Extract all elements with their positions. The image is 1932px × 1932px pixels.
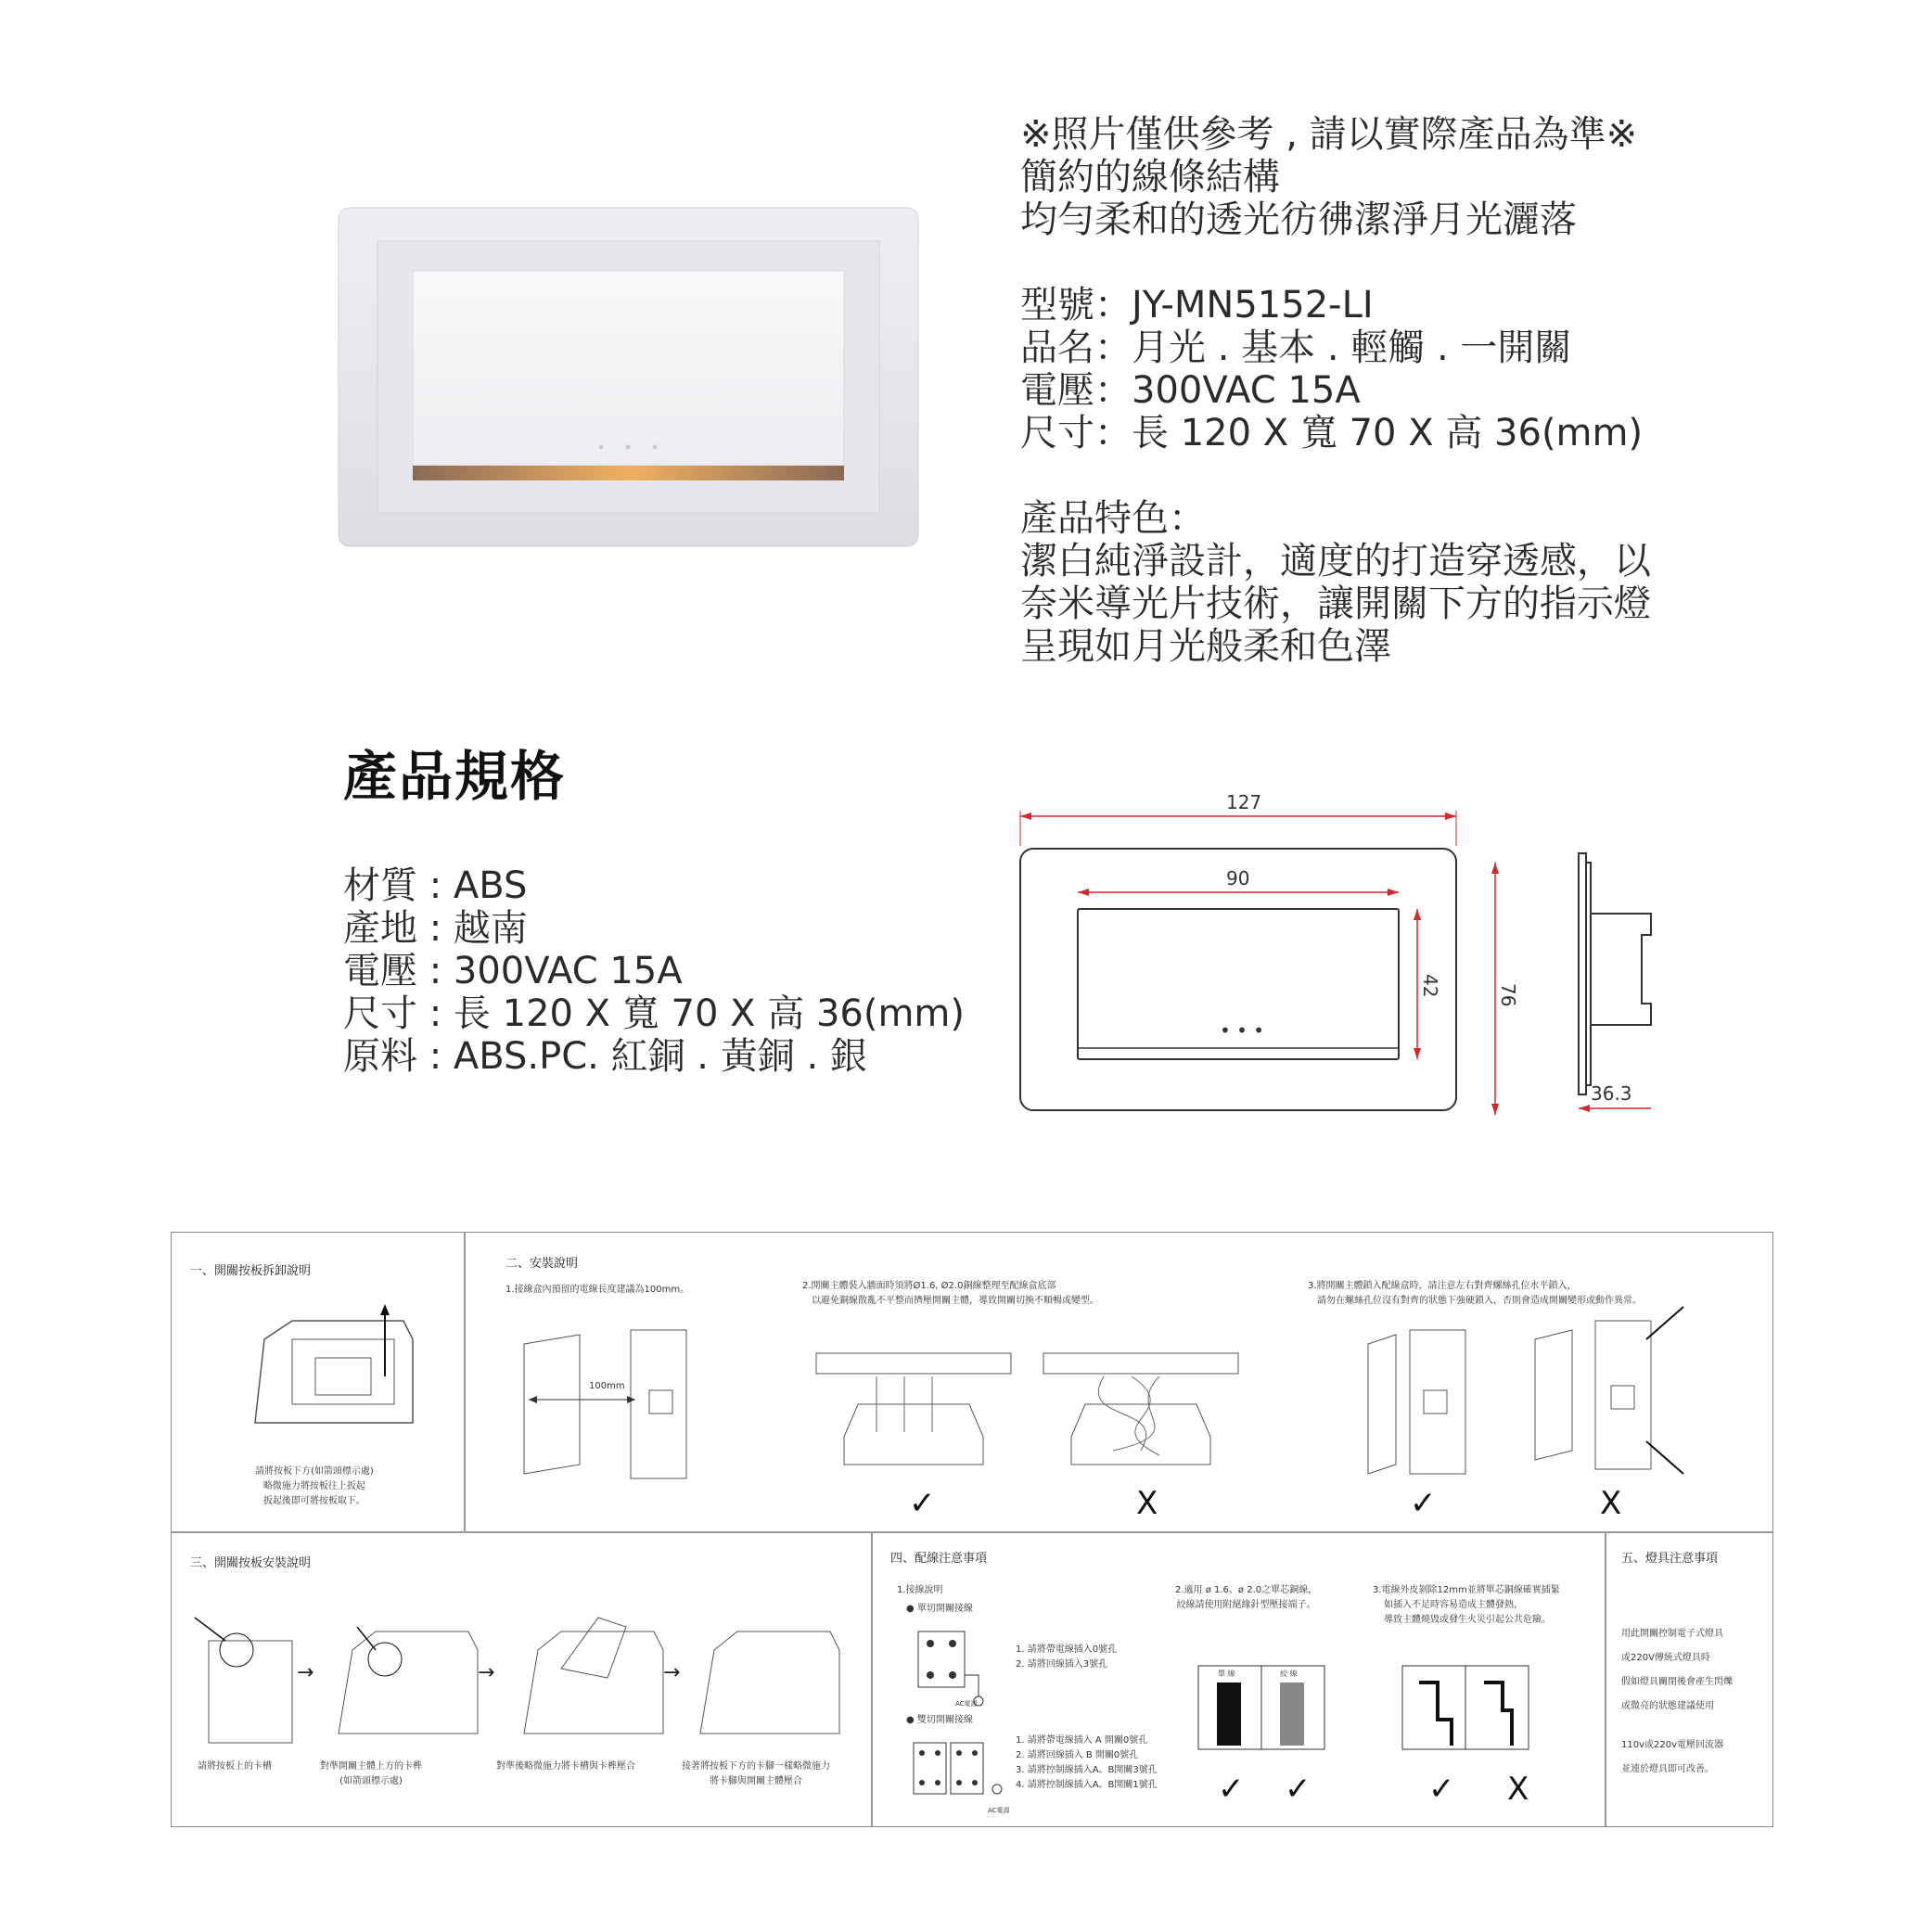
caption-line: 對準開關主體上方的卡榫 (320, 1761, 422, 1772)
cross-mark: X (1136, 1485, 1158, 1522)
cross-mark: X (1507, 1771, 1529, 1808)
spec-size: 尺寸 : 長 120 X 寬 70 X 高 36(mm) (343, 992, 965, 1035)
s2-line: 以避免銅線散亂不平整而擠壓開關主體，導致開關切換不順暢或變型。 (812, 1296, 1099, 1306)
wire-length-illustration (515, 1325, 700, 1483)
note-line: 並連於燈具即可改善。 (1621, 1764, 1714, 1774)
wiring-subtitle: 1.接線說明 (897, 1585, 943, 1595)
step-caption (320, 1759, 422, 1789)
s2-line: 3.將開關主體鎖入配線盒時，請注意左右對齊螺絲孔位水平鎖入， (1308, 1281, 1577, 1291)
note-line: 絞線請使用附絕緣針型壓接端子。 (1176, 1600, 1316, 1610)
dim-width-inner: 90 (1226, 867, 1250, 889)
s1-line: 略微施力將按板往上扳起 (262, 1481, 365, 1491)
note-line: 如插入不足時容易造成主體發熱， (1384, 1600, 1523, 1610)
single-wire-label: 單 線 (1218, 1670, 1235, 1678)
wire-type-note (1175, 1583, 1317, 1613)
install-step1: 1.接線盒內預留的電線長度建議為100mm。 (505, 1285, 690, 1295)
ac-label: AC電源 (955, 1700, 978, 1708)
caption-line: (如箭頭標示處) (339, 1776, 403, 1786)
spec-origin: 產地 : 越南 (343, 907, 528, 950)
instr-line: 3. 請將控制線插入A、B開關3號孔 (1016, 1765, 1158, 1775)
section5-title: 五、燈具注意事項 (1621, 1552, 1719, 1566)
twist-wire-label: 絞 線 (1280, 1670, 1298, 1678)
desc-line: 均勻柔和的透光彷彿潔淨月光灑落 (1020, 198, 1577, 241)
desc-line: 簡約的線條結構 (1020, 156, 1280, 198)
step-caption (682, 1759, 830, 1789)
spec-raw: 原料 : ABS.PC. 紅銅 . 黃銅 . 銀 (343, 1035, 867, 1078)
instr-line: 2. 請將回線插入3號孔 (1016, 1659, 1108, 1670)
caption-line: 接著將按板下方的卡腳一樣略微施力 (682, 1761, 830, 1772)
cross-mark: X (1600, 1485, 1622, 1522)
check-mark: ✓ (909, 1485, 936, 1522)
section1-text (255, 1465, 374, 1509)
ac-label: AC電源 (988, 1807, 1010, 1814)
dim-height-outer: 76 (1497, 983, 1519, 1007)
step-caption: 請將按板上的卡槽 (198, 1761, 272, 1772)
note-line: 2.適用 ø 1.6、ø 2.0之單芯銅線， (1175, 1585, 1318, 1595)
section2-title: 二、安裝說明 (505, 1257, 579, 1271)
arrow-icon: → (663, 1661, 681, 1684)
s1-line: 扳起後即可將按板取下。 (262, 1496, 365, 1506)
model-number: 型號：JY-MN5152-LI (1020, 284, 1374, 326)
dim-width-outer: 127 (1226, 791, 1262, 813)
note-line: 110v或220v電壓回流器 (1621, 1740, 1724, 1750)
wire-length-label: 100mm (589, 1381, 625, 1391)
spec-voltage: 電壓 : 300VAC 15A (343, 950, 683, 992)
indicator-dots: • • • (1220, 1019, 1265, 1042)
dimensions: 尺寸：長 120 X 寬 70 X 高 36(mm) (1020, 412, 1644, 454)
wire-type-diagram (1196, 1664, 1326, 1757)
section1-title: 一、開關按板拆卸說明 (190, 1264, 312, 1278)
note-line: 假如燈具關閉後會產生閃爍 (1621, 1677, 1733, 1687)
check-mark: ✓ (1218, 1771, 1245, 1808)
spec-list (343, 864, 965, 1078)
product-name: 品名：月光 . 基本 . 輕觸 . 一開關 (1020, 326, 1572, 369)
arrow-icon: → (297, 1661, 314, 1684)
installation-manual (171, 1232, 1773, 1827)
caption-line: 將卡腳與開關主體壓合 (710, 1776, 802, 1786)
dim-depth: 36.3 (1591, 1082, 1632, 1105)
instr-line: 1. 請將帶電線插入0號孔 (1016, 1644, 1118, 1655)
check-mark: ✓ (1428, 1771, 1455, 1808)
voltage: 電壓：300VAC 15A (1020, 369, 1361, 412)
wiring-wrong-illustration (1039, 1349, 1243, 1474)
screw-wrong-illustration (1526, 1302, 1693, 1478)
note-line: 或220V傳統式燈具時 (1621, 1653, 1710, 1663)
single-switch-label: ● 單切開關接線 (906, 1604, 973, 1614)
double-instr (1016, 1734, 1158, 1793)
check-mark: ✓ (1285, 1771, 1311, 1808)
feature-title: 產品特色： (1020, 497, 1206, 540)
product-photo (339, 208, 918, 546)
step-caption: 對準後略微施力將卡槽與卡榫壓合 (496, 1761, 635, 1772)
instr-line: 2. 請將回線插入 B 開關0號孔 (1016, 1750, 1139, 1760)
label-text: 雙切開關接線 (916, 1715, 973, 1725)
label-text: 單切開關接線 (916, 1604, 973, 1614)
s2-line: 2.開關主體裝入牆面時須將Ø1.6, Ø2.0銅線整理至配線盒底部 (802, 1281, 1056, 1291)
s1-line: 請將按板下方(如箭頭標示處) (255, 1466, 374, 1477)
check-mark: ✓ (1410, 1485, 1437, 1522)
plate-install-illustrations (190, 1613, 839, 1752)
arrow-icon: → (478, 1661, 495, 1684)
spec-title: 產品規格 (343, 745, 567, 808)
strip-diagram (1401, 1664, 1530, 1757)
photo-notice: ※照片僅供參考 , 請以實際產品為準※ (1020, 113, 1638, 156)
s2-line: 請勿在螺絲孔位沒有對齊的狀態下強硬鎖入，否則會造成開關變形或動作異常。 (1317, 1296, 1642, 1306)
install-step2 (802, 1279, 1099, 1309)
strip-note (1373, 1583, 1560, 1628)
lamp-notes (1621, 1622, 1733, 1782)
instr-line: 4. 請將控制線插入A、B開關1號孔 (1016, 1780, 1158, 1790)
double-switch-label: ● 雙切開關接線 (906, 1715, 973, 1725)
instr-line: 1. 請將帶電線插入 A 開關0號孔 (1016, 1735, 1148, 1746)
note-line: 3.電線外皮剝除12mm並將單芯銅線確實插緊 (1373, 1585, 1560, 1595)
note-line: 或微亮的狀態建議使用 (1621, 1701, 1714, 1711)
feature-line: 奈米導光片技術，讓開關下方的指示燈 (1020, 582, 1651, 625)
dimension-drawing (1011, 788, 1632, 1132)
single-instr (1016, 1643, 1117, 1672)
feature-line: 呈現如月光般柔和色澤 (1020, 625, 1391, 668)
plate-removal-illustration (246, 1302, 431, 1441)
feature-line: 潔白純淨設計，適度的打造穿透感，以 (1020, 540, 1651, 582)
section4-title: 四、配線注意事項 (890, 1552, 988, 1566)
wiring-correct-illustration (812, 1349, 1016, 1474)
dim-height-inner: 42 (1419, 974, 1441, 998)
screw-correct-illustration (1359, 1325, 1489, 1483)
product-description (1020, 113, 1651, 668)
note-line: 導致主體燒毀或發生火災引起公共危險。 (1384, 1615, 1551, 1625)
note-line: 用此開關控制電子式燈具 (1621, 1629, 1723, 1639)
section3-title: 三、開關按板安裝說明 (190, 1556, 312, 1570)
spec-material: 材質 : ABS (343, 864, 528, 907)
